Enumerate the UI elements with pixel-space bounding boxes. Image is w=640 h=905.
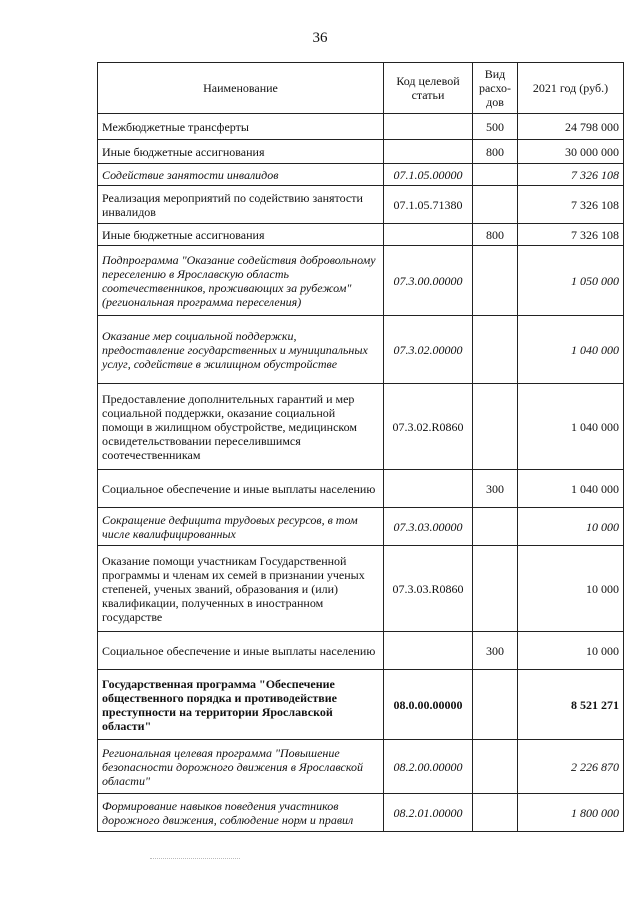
row-amount: 10 000 bbox=[518, 546, 624, 632]
row-type bbox=[473, 186, 518, 224]
footer-dotted-line bbox=[150, 858, 240, 860]
table-row bbox=[98, 384, 624, 470]
row-name: Межбюджетные трансферты bbox=[98, 114, 384, 140]
table-row bbox=[98, 740, 624, 794]
row-code: 07.3.02.00000 bbox=[384, 316, 473, 384]
header-name: Наименование bbox=[98, 63, 384, 114]
header-code: Код целевой статьи bbox=[384, 63, 473, 114]
row-code bbox=[384, 114, 473, 140]
row-amount: 8 521 271 bbox=[518, 670, 624, 740]
row-name: Сокращение дефицита трудовых ресурсов, в том числе квалифицированных bbox=[98, 508, 384, 546]
row-amount: 24 798 000 bbox=[518, 114, 624, 140]
row-name: Социальное обеспечение и иные выплаты населению bbox=[98, 470, 384, 508]
row-code: 07.3.00.00000 bbox=[384, 246, 473, 316]
row-code: 07.3.03.00000 bbox=[384, 508, 473, 546]
table-row bbox=[98, 164, 624, 186]
row-name: Иные бюджетные ассигнования bbox=[98, 224, 384, 246]
row-name: Реализация мероприятий по содействию занятости инвалидов bbox=[98, 186, 384, 224]
row-code bbox=[384, 632, 473, 670]
row-type: 800 bbox=[473, 224, 518, 246]
page-number: 36 bbox=[312, 30, 328, 46]
row-amount: 1 040 000 bbox=[518, 470, 624, 508]
row-name: Формирование навыков поведения участников дорожного движения, соблюдение норм и правил bbox=[98, 794, 384, 832]
row-amount: 1 800 000 bbox=[518, 794, 624, 832]
table-row bbox=[98, 794, 624, 832]
row-name: Содействие занятости инвалидов bbox=[98, 164, 384, 186]
row-code bbox=[384, 140, 473, 164]
row-code: 08.2.00.00000 bbox=[384, 740, 473, 794]
row-type bbox=[473, 740, 518, 794]
row-code bbox=[384, 470, 473, 508]
row-code: 07.1.05.00000 bbox=[384, 164, 473, 186]
table-row bbox=[98, 316, 624, 384]
row-name: Иные бюджетные ассигнования bbox=[98, 140, 384, 164]
row-amount: 1 040 000 bbox=[518, 384, 624, 470]
row-amount: 2 226 870 bbox=[518, 740, 624, 794]
row-type bbox=[473, 670, 518, 740]
row-type bbox=[473, 508, 518, 546]
row-code: 08.2.01.00000 bbox=[384, 794, 473, 832]
row-name: Оказание мер социальной поддержки, предоставление государственных и муниципальных услуг, содействие в жилищном обустройстве bbox=[98, 316, 384, 384]
table-row bbox=[98, 632, 624, 670]
row-code: 08.0.00.00000 bbox=[384, 670, 473, 740]
row-amount: 7 326 108 bbox=[518, 164, 624, 186]
header-type: Вид расхо-дов bbox=[473, 63, 518, 114]
table-row bbox=[98, 224, 624, 246]
row-amount: 1 050 000 bbox=[518, 246, 624, 316]
row-type bbox=[473, 794, 518, 832]
row-amount: 10 000 bbox=[518, 508, 624, 546]
row-code: 07.3.03.R0860 bbox=[384, 546, 473, 632]
row-name: Государственная программа "Обеспечение общественного порядка и противодействие преступности на территории Ярославской области" bbox=[98, 670, 384, 740]
row-name: Подпрограмма "Оказание содействия добровольному переселению в Ярославскую область соотечественников, проживающих за рубежом" (региональная программа переселения) bbox=[98, 246, 384, 316]
row-code bbox=[384, 224, 473, 246]
row-name: Социальное обеспечение и иные выплаты населению bbox=[98, 632, 384, 670]
row-type: 800 bbox=[473, 140, 518, 164]
row-type: 300 bbox=[473, 470, 518, 508]
row-type bbox=[473, 316, 518, 384]
row-type: 300 bbox=[473, 632, 518, 670]
header-amount: 2021 год (руб.) bbox=[518, 63, 624, 114]
row-type: 500 bbox=[473, 114, 518, 140]
row-code: 07.3.02.R0860 bbox=[384, 384, 473, 470]
row-type bbox=[473, 164, 518, 186]
table-row bbox=[98, 140, 624, 164]
row-amount: 10 000 bbox=[518, 632, 624, 670]
table-row bbox=[98, 186, 624, 224]
row-name: Региональная целевая программа "Повышение безопасности дорожного движения в Ярославской области" bbox=[98, 740, 384, 794]
row-code: 07.1.05.71380 bbox=[384, 186, 473, 224]
row-amount: 30 000 000 bbox=[518, 140, 624, 164]
row-type bbox=[473, 246, 518, 316]
row-amount: 7 326 108 bbox=[518, 224, 624, 246]
table-header-row bbox=[98, 63, 624, 114]
table-row bbox=[98, 246, 624, 316]
row-amount: 1 040 000 bbox=[518, 316, 624, 384]
row-name: Оказание помощи участникам Государственной программы и членам их семей в признании ученых степеней, ученых званий, образования и (или) квалификации, полученных в иностранном государстве bbox=[98, 546, 384, 632]
row-type bbox=[473, 546, 518, 632]
table-row bbox=[98, 470, 624, 508]
row-name: Предоставление дополнительных гарантий и мер социальной поддержки, оказание социальной помощи в жилищном обустройстве, медицинском освидетельствовании переселившимся соотечественникам bbox=[98, 384, 384, 470]
table-row bbox=[98, 670, 624, 740]
row-type bbox=[473, 384, 518, 470]
table-row bbox=[98, 508, 624, 546]
table-row bbox=[98, 114, 624, 140]
row-amount: 7 326 108 bbox=[518, 186, 624, 224]
budget-table bbox=[97, 62, 624, 832]
table-row bbox=[98, 546, 624, 632]
